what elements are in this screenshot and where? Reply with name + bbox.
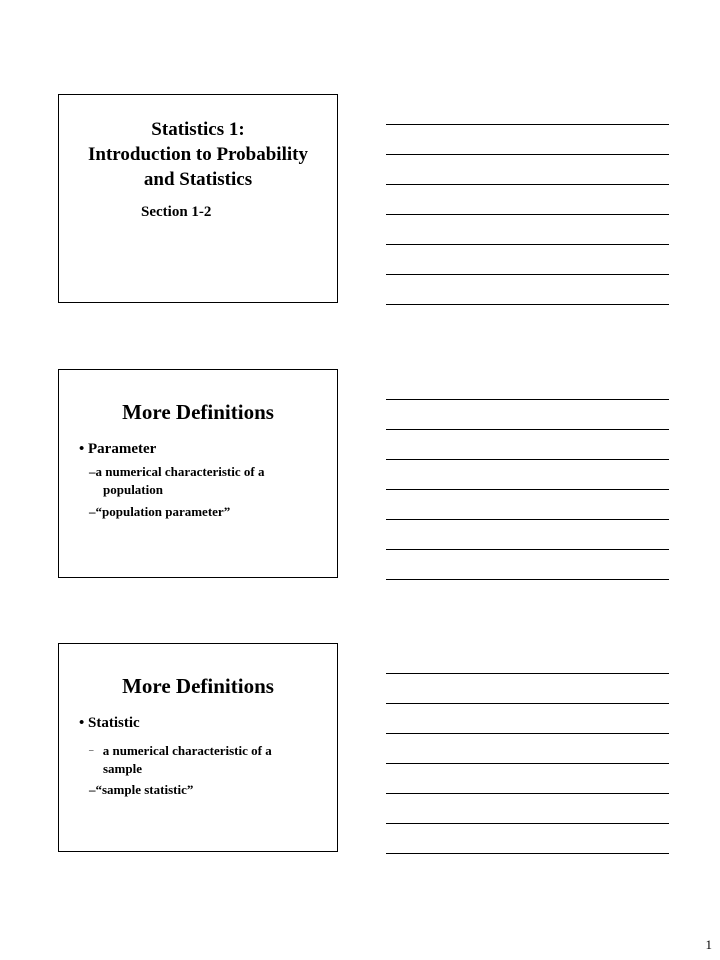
note-line bbox=[386, 549, 669, 550]
slide-1-title-line-1: Statistics 1: bbox=[151, 119, 245, 140]
page-number: 1 bbox=[705, 937, 712, 952]
slide-2-bullet-text: Parameter bbox=[88, 441, 157, 457]
slide-1-title bbox=[59, 117, 337, 192]
note-line bbox=[386, 184, 669, 185]
slide-1-subtitle: Section 1-2 bbox=[141, 204, 212, 220]
slide-3-sub-item-2-line-1: “sample statistic” bbox=[95, 782, 194, 797]
note-line bbox=[386, 733, 669, 734]
note-line bbox=[386, 429, 669, 430]
note-line bbox=[386, 489, 669, 490]
note-line bbox=[386, 853, 669, 854]
note-line bbox=[386, 399, 669, 400]
dash-marker: – bbox=[89, 782, 96, 797]
slide-2-bullet bbox=[79, 441, 156, 458]
note-line bbox=[386, 763, 669, 764]
slide-3-sub-item-2 bbox=[89, 781, 193, 799]
note-line bbox=[386, 124, 669, 125]
slide-3-bullet bbox=[79, 715, 140, 732]
slide-2-sub-item-1-line-1: a numerical characteristic of a bbox=[95, 464, 265, 479]
slide-3-title: More Definitions bbox=[122, 674, 274, 698]
note-line bbox=[386, 154, 669, 155]
slide-3-thumbnail bbox=[58, 643, 338, 852]
note-line bbox=[386, 519, 669, 520]
slide-2-sub-item-2-line-1: “population parameter” bbox=[95, 504, 231, 519]
note-line bbox=[386, 244, 669, 245]
note-line bbox=[386, 793, 669, 794]
slide-3-sub-item-1-line-2: sample bbox=[103, 761, 142, 776]
bullet-symbol: • bbox=[79, 441, 85, 457]
note-line bbox=[386, 673, 669, 674]
slide-3-sub-item-1-line-1: a numerical characteristic of a bbox=[99, 743, 272, 758]
note-line bbox=[386, 304, 669, 305]
slide-1-title-line-2: Introduction to Probability bbox=[88, 144, 308, 165]
slide-3-sub-item-1 bbox=[89, 741, 329, 778]
note-line bbox=[386, 214, 669, 215]
note-line bbox=[386, 579, 669, 580]
dash-marker: – bbox=[89, 464, 96, 479]
bullet-symbol: • bbox=[79, 715, 85, 731]
note-line bbox=[386, 703, 669, 704]
slide-2-title: More Definitions bbox=[122, 400, 274, 424]
slide-1-thumbnail bbox=[58, 94, 338, 303]
slide-2-sub-item-1-line-2: population bbox=[103, 482, 163, 497]
note-line bbox=[386, 823, 669, 824]
dash-marker: – bbox=[89, 745, 94, 755]
note-line bbox=[386, 459, 669, 460]
slide-2-thumbnail bbox=[58, 369, 338, 578]
slide-3-bullet-text: Statistic bbox=[88, 715, 140, 731]
slide-2-sub-item-2 bbox=[89, 503, 230, 521]
dash-marker: – bbox=[89, 504, 96, 519]
slide-2-sub-item-1 bbox=[89, 463, 329, 499]
slide-1-title-line-3: and Statistics bbox=[143, 169, 253, 190]
note-line bbox=[386, 274, 669, 275]
